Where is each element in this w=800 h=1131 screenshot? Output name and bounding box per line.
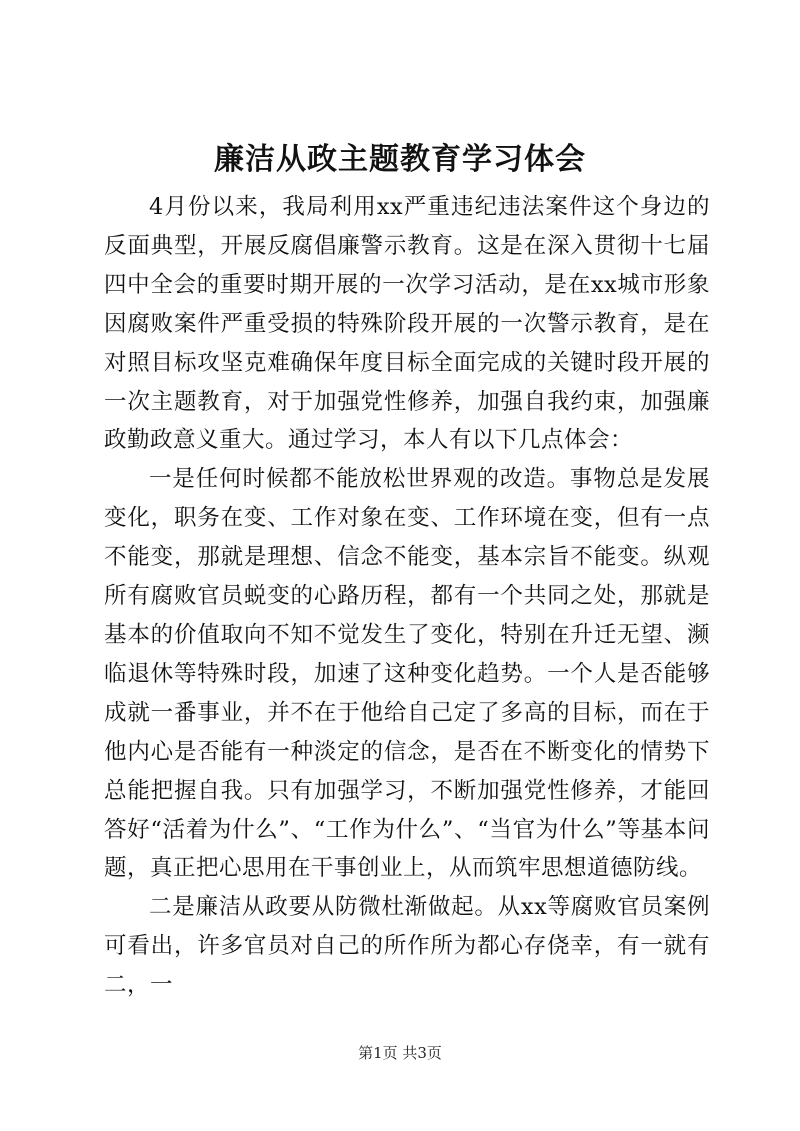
paragraph-point-two: 二是廉洁从政要从防微杜渐做起。从xx等腐败官员案例可看出，许多官员对自己的所作所为都心存侥幸，有一就有二，一: [104, 894, 710, 999]
paragraph-point-one: 一是任何时候都不能放松世界观的改造。事物总是发展变化，职务在变、工作对象在变、工作环境在变，但有一点不能变，那就是理想、信念不能变，基本宗旨不能变。纵观所有腐败官员蜕变的心路历程，都有一个共同之处，那就是基本的价值取向不知不觉发生了变化，特别在升迁无望、濒临退休等特殊时段，加速了这种变化趋势。一个人是否能够成就一番事业，并不在于他给自己定了多高的目标，而在于他内心是否能有一种淡定的信念，是否在不断变化的情势下总能把握自我。只有加强学习，不断加强党性修养，才能回答好“活着为什么”、“工作为什么”、“当官为什么”等基本问题，真正把心思用在干事创业上，从而筑牢思想道德防线。: [104, 466, 710, 882]
paragraph-intro: 4月份以来，我局利用xx严重违纪违法案件这个身边的反面典型，开展反腐倡廉警示教育。这是在深入贯彻十七届四中全会的重要时期开展的一次学习活动，是在xx城市形象因腐败案件严重受损的特殊阶段开展的一次警示教育，是在对照目标攻坚克难确保年度目标全面完成的关键时段开展的一次主题教育，对于加强党性修养，加强自我约束，加强廉政勤政意义重大。通过学习，本人有以下几点体会：: [104, 194, 710, 454]
page-number-footer: 第1页 共3页: [358, 1044, 442, 1062]
document-title: 廉洁从政主题教育学习体会: [214, 142, 586, 177]
document-body: [104, 188, 710, 1005]
